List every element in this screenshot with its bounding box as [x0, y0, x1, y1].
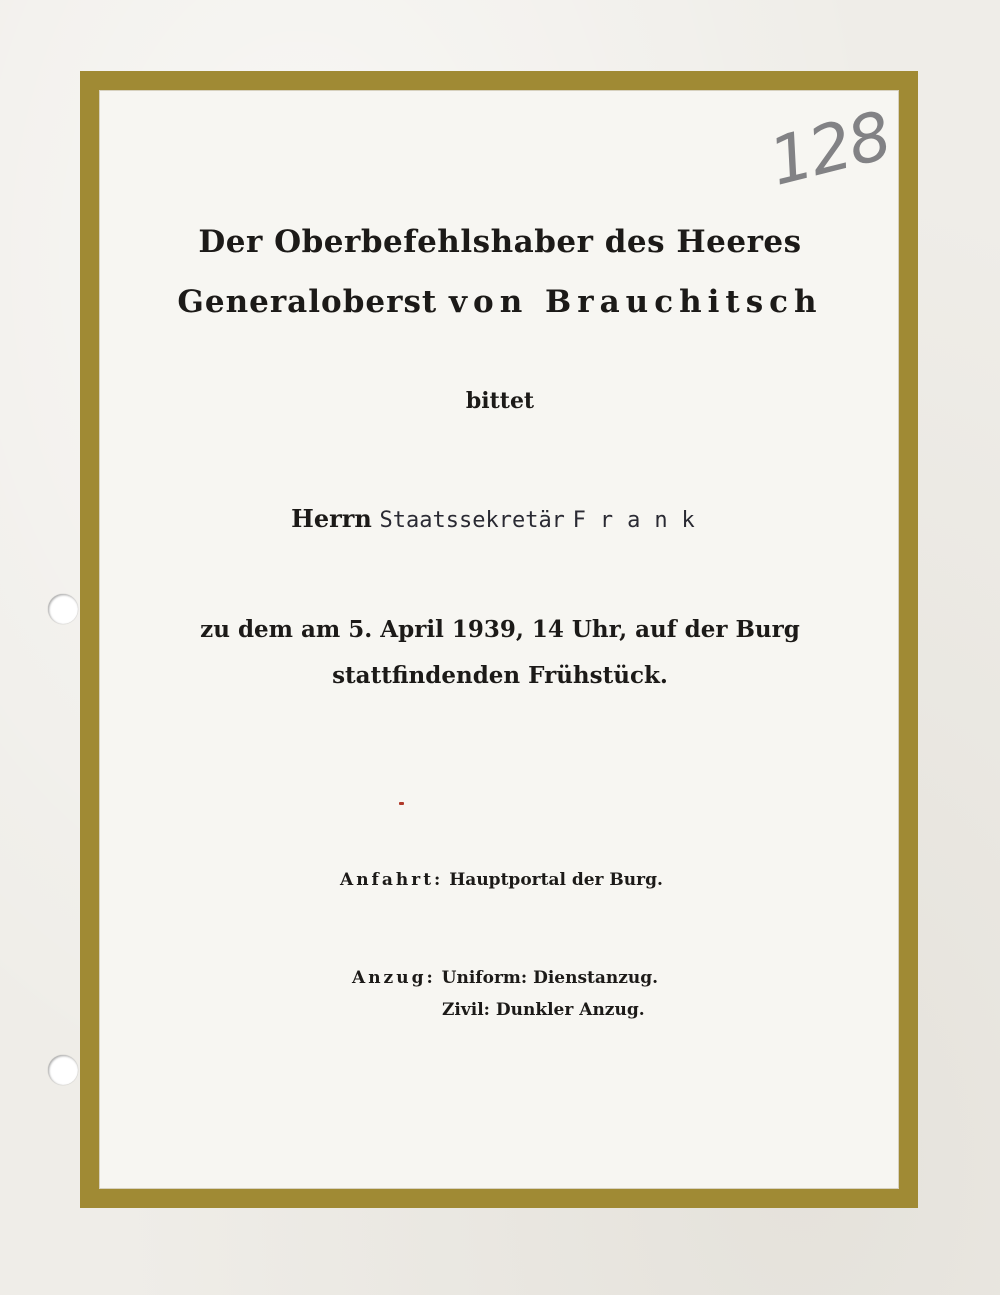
issuer-surname: von Brauchitsch: [449, 284, 823, 320]
recipient-honorific: Herrn: [291, 504, 372, 533]
arrival-value: Hauptportal der Burg.: [449, 870, 663, 890]
dress-civil-label: Zivil:: [442, 1000, 490, 1020]
issuer-rank: Generaloberst: [177, 284, 438, 320]
dress-code-civil: [442, 1000, 645, 1020]
dress-uniform-label: Uniform:: [441, 968, 528, 988]
recipient-title: Staatssekretär: [379, 508, 565, 533]
arrival-info: [340, 870, 663, 890]
issuer-title: Der Oberbefehlshaber des Heeres: [198, 224, 802, 260]
dress-label: Anzug:: [352, 968, 436, 988]
recipient-line: [0, 504, 1000, 533]
event-description: stattfindenden Frühstück.: [332, 662, 668, 689]
red-ink-speck: [399, 802, 404, 805]
event-datetime-location: zu dem am 5. April 1939, 14 Uhr, auf der Burg: [200, 616, 800, 643]
archive-number-annotation: 128: [762, 96, 898, 201]
invitation-verb: bittet: [465, 388, 535, 414]
dress-uniform-value: Dienstanzug.: [533, 968, 659, 988]
arrival-label: Anfahrt:: [340, 870, 444, 890]
dress-code-uniform: [352, 968, 658, 988]
recipient-name: Frank: [572, 508, 709, 533]
dress-civil-value: Dunkler Anzug.: [495, 1000, 645, 1020]
punch-hole-bottom: [48, 1055, 78, 1085]
issuer-name: [0, 284, 1000, 320]
